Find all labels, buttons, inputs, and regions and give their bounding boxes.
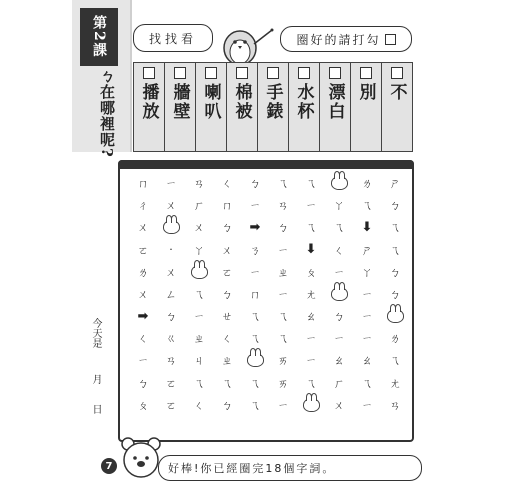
word-checkbox[interactable] [236,67,248,79]
checkbox-icon [385,34,396,45]
date-day-label: 日 [90,404,101,414]
grid-cell[interactable]: ㄟ [389,243,401,257]
arrow-right-icon[interactable]: ➡ [249,219,261,235]
grid-cell[interactable]: ㄞ [277,354,289,368]
word-item[interactable] [227,63,258,151]
grid-cell[interactable]: ㄅ [277,221,289,235]
word-item[interactable] [258,63,289,151]
grid-cell[interactable]: ㄓ [277,265,289,279]
grid-cell[interactable]: ㄢ [165,354,177,368]
word-item[interactable] [382,63,412,151]
word-text: 牆壁 [169,83,190,121]
word-checkbox[interactable] [205,67,217,79]
word-checkbox[interactable] [391,67,403,79]
grid-cell[interactable]: ㄌ [137,265,149,279]
page-number: 7 [101,458,117,474]
grid-cell[interactable]: ㄔ [137,199,149,213]
grid-cell[interactable]: ㄢ [277,199,289,213]
grid-cell[interactable]: ㄟ [333,221,345,235]
grid-cell[interactable]: ㄧ [277,287,289,301]
grid-cell[interactable]: ㄅ [165,310,177,324]
grid-cell[interactable]: ㄇ [249,287,261,301]
grid-cell[interactable]: ㄧ [361,398,373,412]
word-item[interactable] [289,63,320,151]
grid-cell[interactable]: ㄧ [277,398,289,412]
grid-cell[interactable]: ㄓ [193,332,205,346]
arrow-right-icon[interactable]: ➡ [137,308,149,324]
grid-cell[interactable]: ㄏ [333,376,345,390]
grid-cell[interactable]: ㄟ [221,376,233,390]
grid-cell[interactable]: ㄕ [389,177,401,191]
grid-cell[interactable]: ㄤ [305,287,317,301]
grid-cell[interactable]: ㄟ [249,398,261,412]
praise-text: 好棒!你已經圈完18個字詞。 [168,462,336,475]
word-text: 喇叭 [200,83,221,121]
grid-cell[interactable]: ㄇ [221,199,233,213]
word-item[interactable] [196,63,227,151]
grid-cell[interactable] [185,261,213,283]
grid-cell[interactable]: ㄝ [221,310,233,324]
grid-cell[interactable] [325,172,353,194]
date-area [88,318,118,418]
word-item[interactable] [165,63,196,151]
grid-cell[interactable]: ㄛ [165,376,177,390]
bear-mascot-icon [118,430,164,492]
word-checkbox[interactable] [360,67,372,79]
grid-cell[interactable]: ㄠ [305,310,317,324]
grid-cell[interactable] [381,305,409,327]
grid-cell[interactable]: ㄌ [389,332,401,346]
grid-cell[interactable]: ㄅ [137,376,149,390]
instruction-text: 圈好的請打勾 [296,32,381,47]
grid-cell[interactable]: ㄧ [361,310,373,324]
grid-cell[interactable]: ㄑ [333,243,345,257]
grid-cell[interactable]: ㄧ [305,332,317,346]
word-item[interactable] [320,63,351,151]
grid-cell[interactable]: ㄟ [305,221,317,235]
word-text: 播放 [138,83,159,121]
grid-cell[interactable] [157,216,185,238]
grid-cell[interactable]: ㄧ [333,332,345,346]
grid-cell[interactable]: ㄧ [277,243,289,257]
grid-cell[interactable]: ㄧ [193,310,205,324]
bunny-icon [331,176,348,190]
grid-cell[interactable]: ㄅ [389,287,401,301]
grid-cell[interactable]: ㄧ [137,354,149,368]
lesson-badge: 第2課 [80,8,118,66]
word-checkbox[interactable] [329,67,341,79]
lesson-title: ㄅ在哪裡呢? [98,68,116,158]
letter-grid [129,172,409,438]
grid-cell[interactable]: ㄧ [305,354,317,368]
grid-cell[interactable]: ㄋ [249,243,261,257]
grid-cell[interactable]: ㄑ [221,332,233,346]
grid-cell[interactable]: ㄇ [137,177,149,191]
grid-cell[interactable]: ㄟ [249,376,261,390]
word-text: 手錶 [262,83,283,121]
word-text: 漂白 [324,83,345,121]
grid-cell[interactable]: ㄛ [165,398,177,412]
grid-cell[interactable]: ㄐ [193,354,205,368]
word-item[interactable] [134,63,165,151]
grid-cell[interactable]: ㄏ [193,199,205,213]
bunny-icon [331,287,348,301]
word-table [133,62,413,152]
word-item[interactable] [351,63,382,151]
bunny-icon [247,353,264,367]
date-today-label: 今天是 [90,318,101,348]
grid-cell[interactable]: ㄧ [249,199,261,213]
grid-cell[interactable]: ㄟ [249,332,261,346]
grid-cell[interactable] [297,394,325,416]
grid-cell[interactable]: ㄨ [333,398,345,412]
grid-cell[interactable]: ㄍ [165,332,177,346]
grid-cell[interactable]: ㄢ [389,398,401,412]
grid-cell[interactable]: · [169,243,173,257]
grid-cell[interactable]: ㄆ [305,265,317,279]
arrow-down-icon[interactable]: ⬇ [305,242,317,258]
bunny-icon [191,265,208,279]
grid-cell[interactable]: ㄨ [193,221,205,235]
word-checkbox[interactable] [143,67,155,79]
grid-cell[interactable]: ㄞ [277,376,289,390]
grid-cell[interactable]: ㄚ [333,199,345,213]
bunny-icon [163,220,180,234]
grid-cell[interactable]: ㄕ [361,243,373,257]
grid-cell[interactable]: ㄚ [361,265,373,279]
grid-cell[interactable]: ㄤ [389,376,401,390]
puzzle-frame-bar [118,160,414,169]
grid-cell[interactable]: ㄟ [277,332,289,346]
grid-cell[interactable]: ㄧ [361,287,373,301]
grid-cell[interactable]: ㄧ [249,265,261,279]
instruction-bubble [280,26,412,52]
word-text: 不 [386,83,407,102]
grid-cell[interactable]: ㄨ [165,265,177,279]
grid-cell[interactable]: ㄅ [389,265,401,279]
date-month-label: 月 [90,374,101,384]
grid-cell[interactable]: ㄅ [333,310,345,324]
grid-cell[interactable]: ㄨ [221,243,233,257]
word-checkbox[interactable] [174,67,186,79]
grid-cell[interactable]: ㄨ [137,287,149,301]
grid-cell[interactable]: ㄟ [249,310,261,324]
grid-cell[interactable]: ㄌ [361,177,373,191]
grid-cell[interactable]: ㄛ [221,265,233,279]
grid-cell[interactable]: ㄟ [361,199,373,213]
grid-cell[interactable]: ㄧ [165,177,177,191]
grid-cell[interactable] [325,283,353,305]
find-label: 找找看 [148,31,197,46]
grid-cell[interactable]: ㄑ [193,398,205,412]
grid-cell[interactable]: ㄆ [137,398,149,412]
grid-cell[interactable]: ㄠ [361,354,373,368]
grid-cell[interactable]: ㄢ [193,177,205,191]
grid-cell[interactable]: ㄟ [389,354,401,368]
grid-cell[interactable]: ㄠ [333,354,345,368]
grid-cell[interactable]: ㄅ [221,221,233,235]
grid-cell[interactable]: ㄅ [249,177,261,191]
arrow-down-icon[interactable]: ⬇ [361,219,373,235]
grid-cell[interactable]: ㄑ [137,332,149,346]
word-text: 棉被 [231,83,252,121]
bunny-icon [303,398,320,412]
grid-cell[interactable]: ㄟ [389,221,401,235]
word-checkbox[interactable] [298,67,310,79]
grid-cell[interactable]: ㄥ [165,287,177,301]
word-text: 別 [355,83,376,102]
find-bubble [133,24,213,52]
grid-cell[interactable]: ㄅ [221,398,233,412]
grid-cell[interactable]: ㄟ [305,376,317,390]
penguin-mascot-icon [214,18,278,66]
grid-cell[interactable]: ㄛ [137,243,149,257]
grid-cell[interactable]: ㄨ [137,221,149,235]
grid-cell[interactable]: ㄟ [305,177,317,191]
bunny-icon [387,309,404,323]
grid-cell[interactable]: ㄨ [165,199,177,213]
grid-cell[interactable]: ㄟ [193,287,205,301]
grid-cell[interactable]: ㄧ [305,199,317,213]
word-checkbox[interactable] [267,67,279,79]
grid-cell[interactable]: ㄅ [389,199,401,213]
grid-cell[interactable]: ㄟ [193,376,205,390]
grid-cell[interactable]: ㄟ [277,310,289,324]
grid-cell[interactable]: ㄧ [361,332,373,346]
grid-cell[interactable]: ㄚ [193,243,205,257]
grid-cell[interactable] [241,349,269,371]
grid-cell[interactable]: ㄓ [221,354,233,368]
grid-cell[interactable]: ㄑ [221,177,233,191]
grid-cell[interactable]: ㄟ [361,376,373,390]
grid-cell[interactable]: ㄟ [277,177,289,191]
grid-cell[interactable]: ㄅ [221,287,233,301]
grid-cell[interactable]: ㄧ [333,265,345,279]
word-text: 水杯 [293,83,314,121]
